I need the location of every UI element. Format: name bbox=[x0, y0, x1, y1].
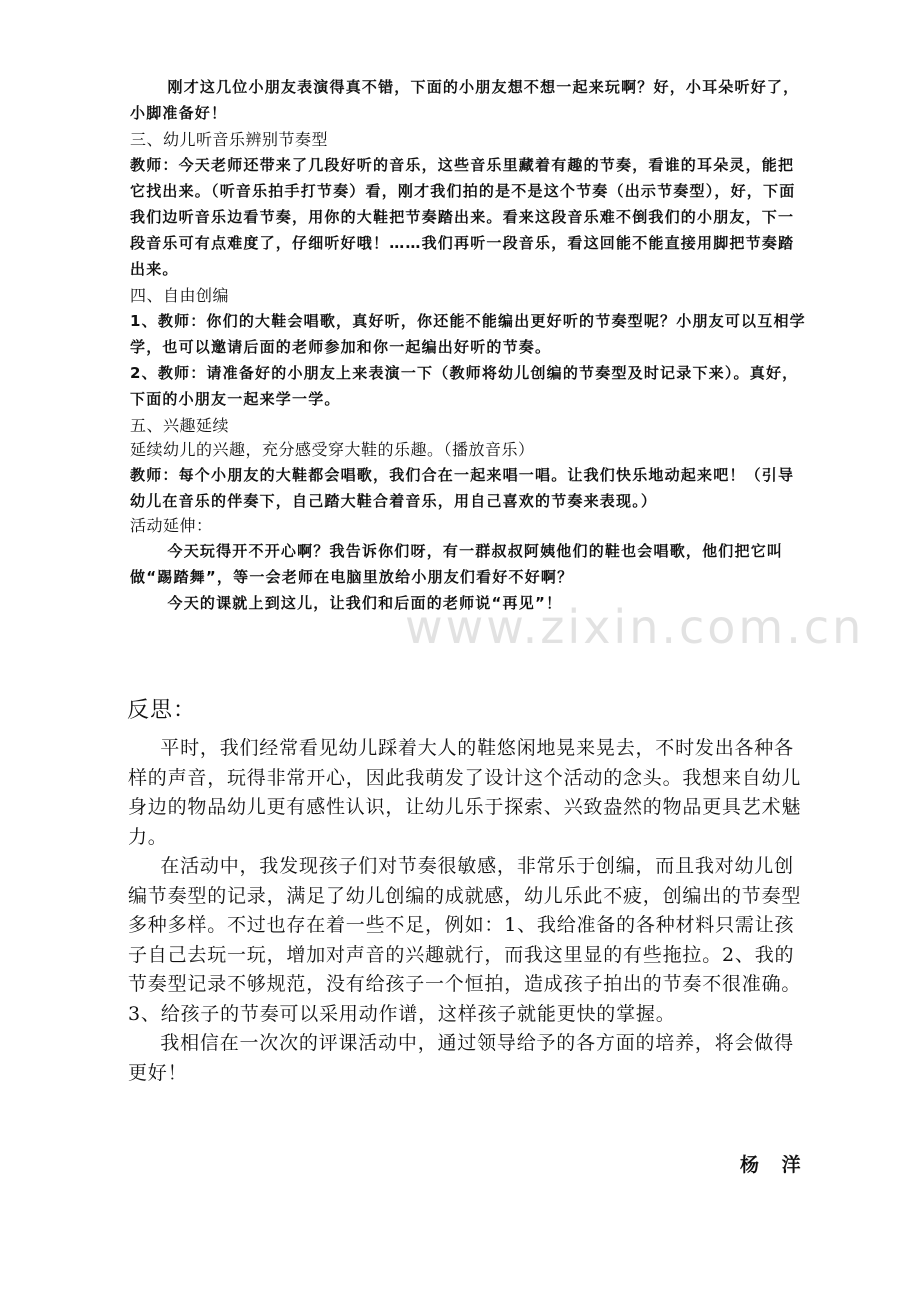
reflection-title: 反思： bbox=[127, 698, 197, 723]
author-signature: 杨 洋 bbox=[740, 1154, 809, 1176]
section-4-heading: 四、自由创编 bbox=[130, 286, 230, 305]
section-3-heading: 三、幼儿听音乐辨别节奏型 bbox=[130, 130, 329, 149]
lesson-plan-section bbox=[130, 74, 810, 616]
section-4-item-2: 2、教师：请准备好的小朋友上来表演一下（教师将幼儿创编的节奏型及时记录下来）。真好，下面的小朋友一起来学一学。 bbox=[130, 364, 799, 408]
reflection-paragraph-1: 平时，我们经常看见幼儿踩着大人的鞋悠闲地晃来晃去，不时发出各种各样的声音，玩得非常开心，因此我萌发了设计这个活动的念头。我想来自幼儿身边的物品幼儿更有感性认识，让幼儿乐于探索、兴致盎然的物品更具艺术魅力。 bbox=[128, 737, 802, 848]
section-5-teacher-text: 教师：每个小朋友的大鞋都会唱歌，我们合在一起来唱一唱。让我们快乐地动起来吧！（引导幼儿在音乐的伴奏下，自己踏大鞋合着音乐，用自己喜欢的节奏来表现。） bbox=[130, 466, 795, 510]
extension-paragraph-1: 今天玩得开不开心啊？我告诉你们呀，有一群叔叔阿姨他们的鞋也会唱歌，他们把它叫做“踢踏舞”，等一会老师在电脑里放给小朋友们看好不好啊？ bbox=[130, 542, 784, 586]
extension-heading: 活动延伸： bbox=[130, 516, 213, 535]
section-4-item-1: 1、教师：你们的大鞋会唱歌，真好听，你还能不能编出更好听的节奏型呢？小朋友可以互相学学，也可以邀请后面的老师参加和你一起编出好听的节奏。 bbox=[130, 312, 806, 356]
watermark: www.zixin.com.cn bbox=[405, 600, 865, 654]
reflection-body bbox=[128, 734, 812, 1088]
section-3-body: 教师：今天老师还带来了几段好听的音乐，这些音乐里藏着有趣的节奏，看谁的耳朵灵，能把它找出来。（听音乐拍手打节奏）看，刚才我们拍的是不是这个节奏（出示节奏型），好，下面我们边听音乐边看节奏，用你的大鞋把节奏踏出来。看来这段音乐难不倒我们的小朋友，下一段音乐可有点难度了，仔细听好哦！……我们再听一段音乐，看这回能不能直接用脚把节奏踏出来。 bbox=[130, 156, 796, 278]
reflection-paragraph-2: 在活动中，我发现孩子们对节奏很敏感，非常乐于创编，而且我对幼儿创编节奏型的记录，满足了幼儿创编的成就感，幼儿乐此不疲，创编出的节奏型多种多样。不过也存在着一些不足，例如：1、我给准备的各种材料只需让孩子自己去玩一玩，增加对声音的兴趣就行，而我这里显的有些拖拉。2、我的节奏型记录不够规范，没有给孩子一个恒拍，造成孩子拍出的节奏不很准确。3、给孩子的节奏可以采用动作谱，这样孩子就能更快的掌握。 bbox=[128, 855, 802, 1025]
extension-paragraph-2: 今天的课就上到这儿，让我们和后面的老师说“再见”！ bbox=[167, 594, 563, 612]
intro-paragraph: 刚才这几位小朋友表演得真不错，下面的小朋友想不想一起来玩啊？好，小耳朵听好了，小脚准备好！ bbox=[130, 78, 800, 122]
section-5-heading: 五、兴趣延续 bbox=[130, 416, 230, 435]
section-5-line: 延续幼儿的兴趣，充分感受穿大鞋的乐趣。（播放音乐） bbox=[130, 440, 535, 459]
reflection-paragraph-3: 我相信在一次次的评课活动中，通过领导给予的各方面的培养，将会做得更好！ bbox=[128, 1032, 794, 1084]
